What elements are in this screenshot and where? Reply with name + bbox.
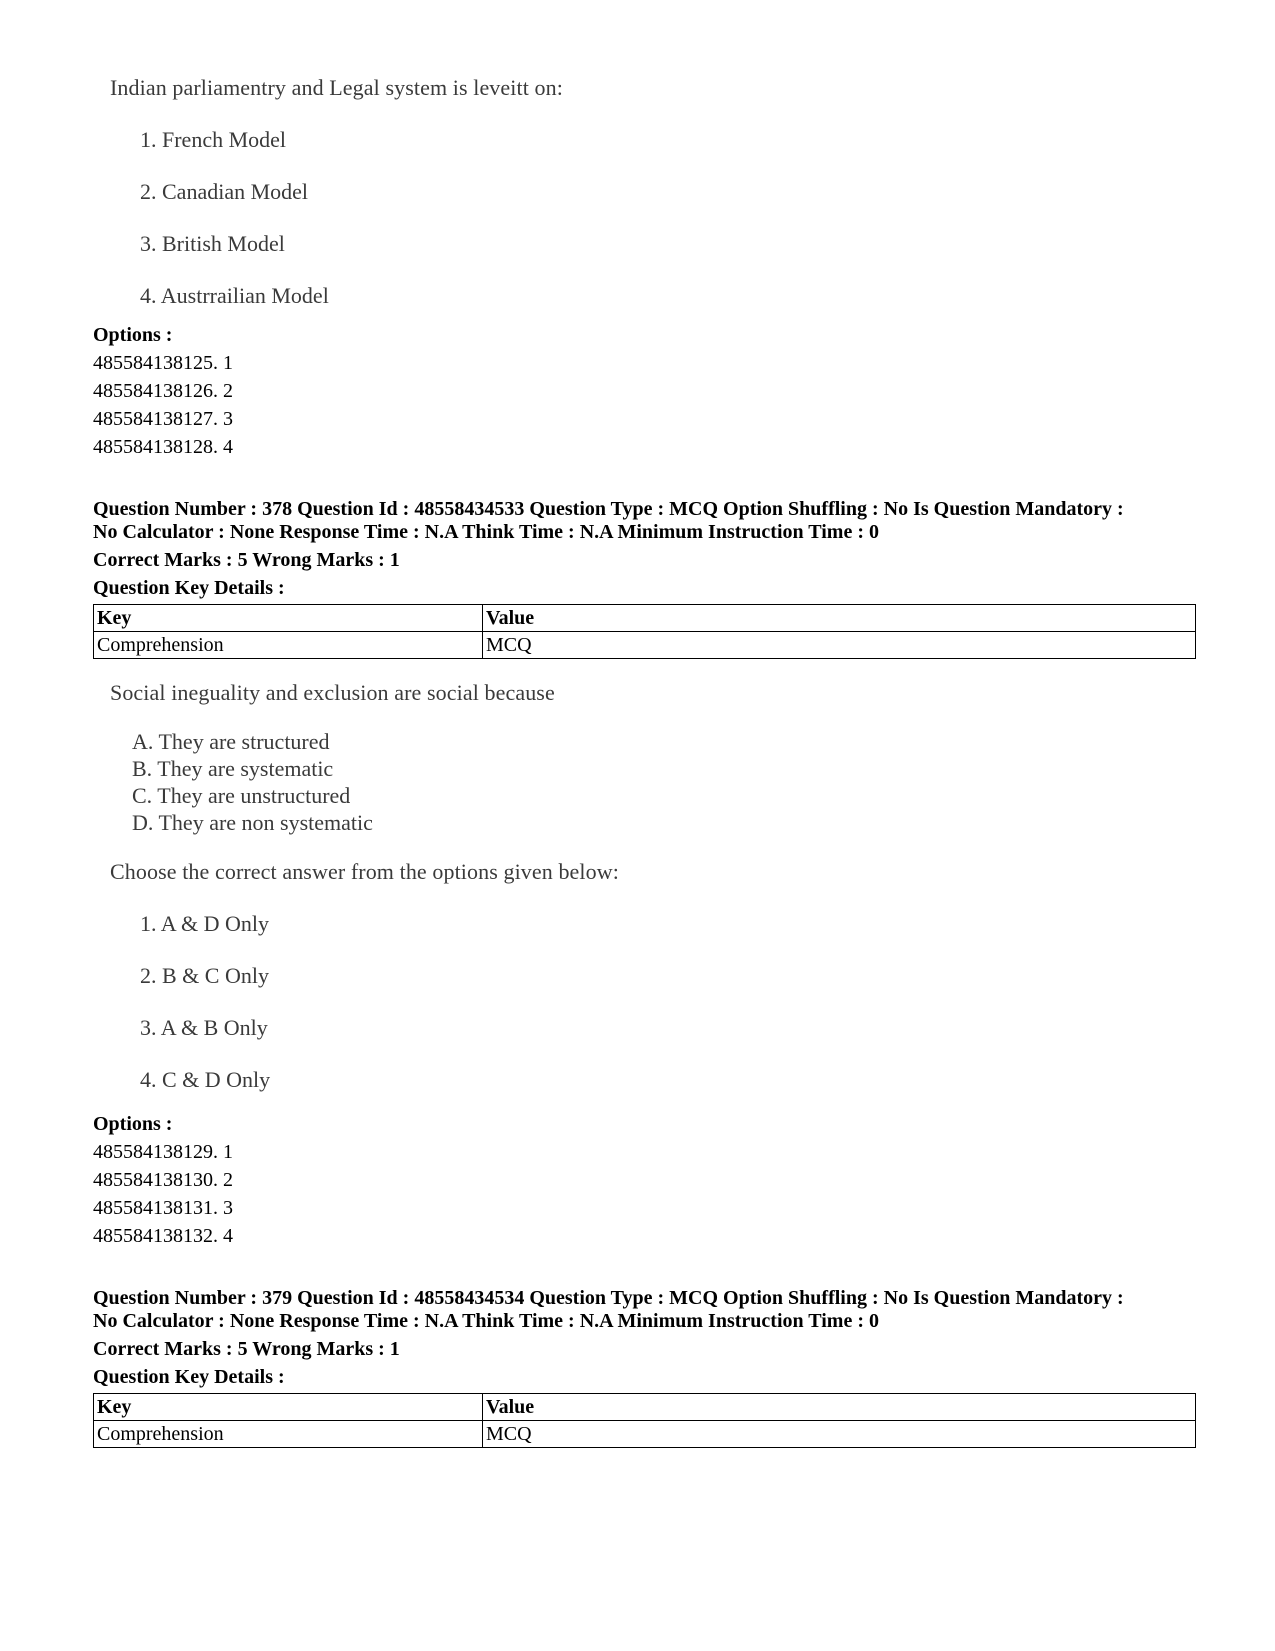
question-choice: 3. British Model bbox=[140, 231, 285, 256]
question-choice: 1. A & D Only bbox=[140, 911, 269, 936]
option-item: 485584138130. 2 bbox=[93, 1169, 233, 1191]
option-item: 485584138126. 2 bbox=[93, 380, 233, 402]
question-header-line1: Question Number : 378 Question Id : 48558434533 Question Type : MCQ Option Shuffling : No Is Question Mandatory : bbox=[93, 498, 1124, 520]
statement-item: B. They are systematic bbox=[132, 756, 334, 781]
marks-line: Correct Marks : 5 Wrong Marks : 1 bbox=[93, 1338, 400, 1360]
table-cell-key: Comprehension bbox=[94, 632, 483, 659]
question-header-line2: No Calculator : None Response Time : N.A Think Time : N.A Minimum Instruction Time : 0 bbox=[93, 1310, 879, 1332]
statement-item: C. They are unstructured bbox=[132, 783, 351, 808]
table-cell-key: Comprehension bbox=[94, 1421, 483, 1448]
table-cell-value: MCQ bbox=[483, 632, 1196, 659]
question-choice: 3. A & B Only bbox=[140, 1015, 268, 1040]
option-item: 485584138132. 4 bbox=[93, 1225, 233, 1247]
option-item: 485584138127. 3 bbox=[93, 408, 233, 430]
options-label: Options : bbox=[93, 1113, 173, 1135]
question-instruction: Choose the correct answer from the options given below: bbox=[110, 859, 619, 884]
question-stem: Social ineguality and exclusion are social because bbox=[110, 680, 555, 705]
key-details-label: Question Key Details : bbox=[93, 577, 285, 599]
table-header-row bbox=[94, 1394, 1196, 1421]
question-choice: 4. Austrrailian Model bbox=[140, 283, 329, 308]
table-row bbox=[94, 1421, 1196, 1448]
question-choice: 2. Canadian Model bbox=[140, 179, 309, 204]
option-item: 485584138128. 4 bbox=[93, 436, 233, 458]
question-choice: 1. French Model bbox=[140, 127, 287, 152]
statement-item: A. They are structured bbox=[132, 729, 330, 754]
table-header-key: Key bbox=[94, 605, 483, 632]
option-item: 485584138129. 1 bbox=[93, 1141, 233, 1163]
marks-line: Correct Marks : 5 Wrong Marks : 1 bbox=[93, 549, 400, 571]
key-details-table bbox=[93, 1393, 1196, 1448]
option-item: 485584138125. 1 bbox=[93, 352, 233, 374]
key-details-label: Question Key Details : bbox=[93, 1366, 285, 1388]
statement-item: D. They are non systematic bbox=[132, 810, 373, 835]
table-header-value: Value bbox=[483, 605, 1196, 632]
question-header-line2: No Calculator : None Response Time : N.A Think Time : N.A Minimum Instruction Time : 0 bbox=[93, 521, 879, 543]
key-details-table bbox=[93, 604, 1196, 659]
table-row bbox=[94, 632, 1196, 659]
option-item: 485584138131. 3 bbox=[93, 1197, 233, 1219]
table-cell-value: MCQ bbox=[483, 1421, 1196, 1448]
table-header-row bbox=[94, 605, 1196, 632]
options-label: Options : bbox=[93, 324, 173, 346]
question-choice: 4. C & D Only bbox=[140, 1067, 271, 1092]
question-stem: Indian parliamentry and Legal system is leveitt on: bbox=[110, 75, 563, 100]
question-choice: 2. B & C Only bbox=[140, 963, 269, 988]
table-header-value: Value bbox=[483, 1394, 1196, 1421]
question-header-line1: Question Number : 379 Question Id : 48558434534 Question Type : MCQ Option Shuffling : No Is Question Mandatory : bbox=[93, 1287, 1124, 1309]
table-header-key: Key bbox=[94, 1394, 483, 1421]
